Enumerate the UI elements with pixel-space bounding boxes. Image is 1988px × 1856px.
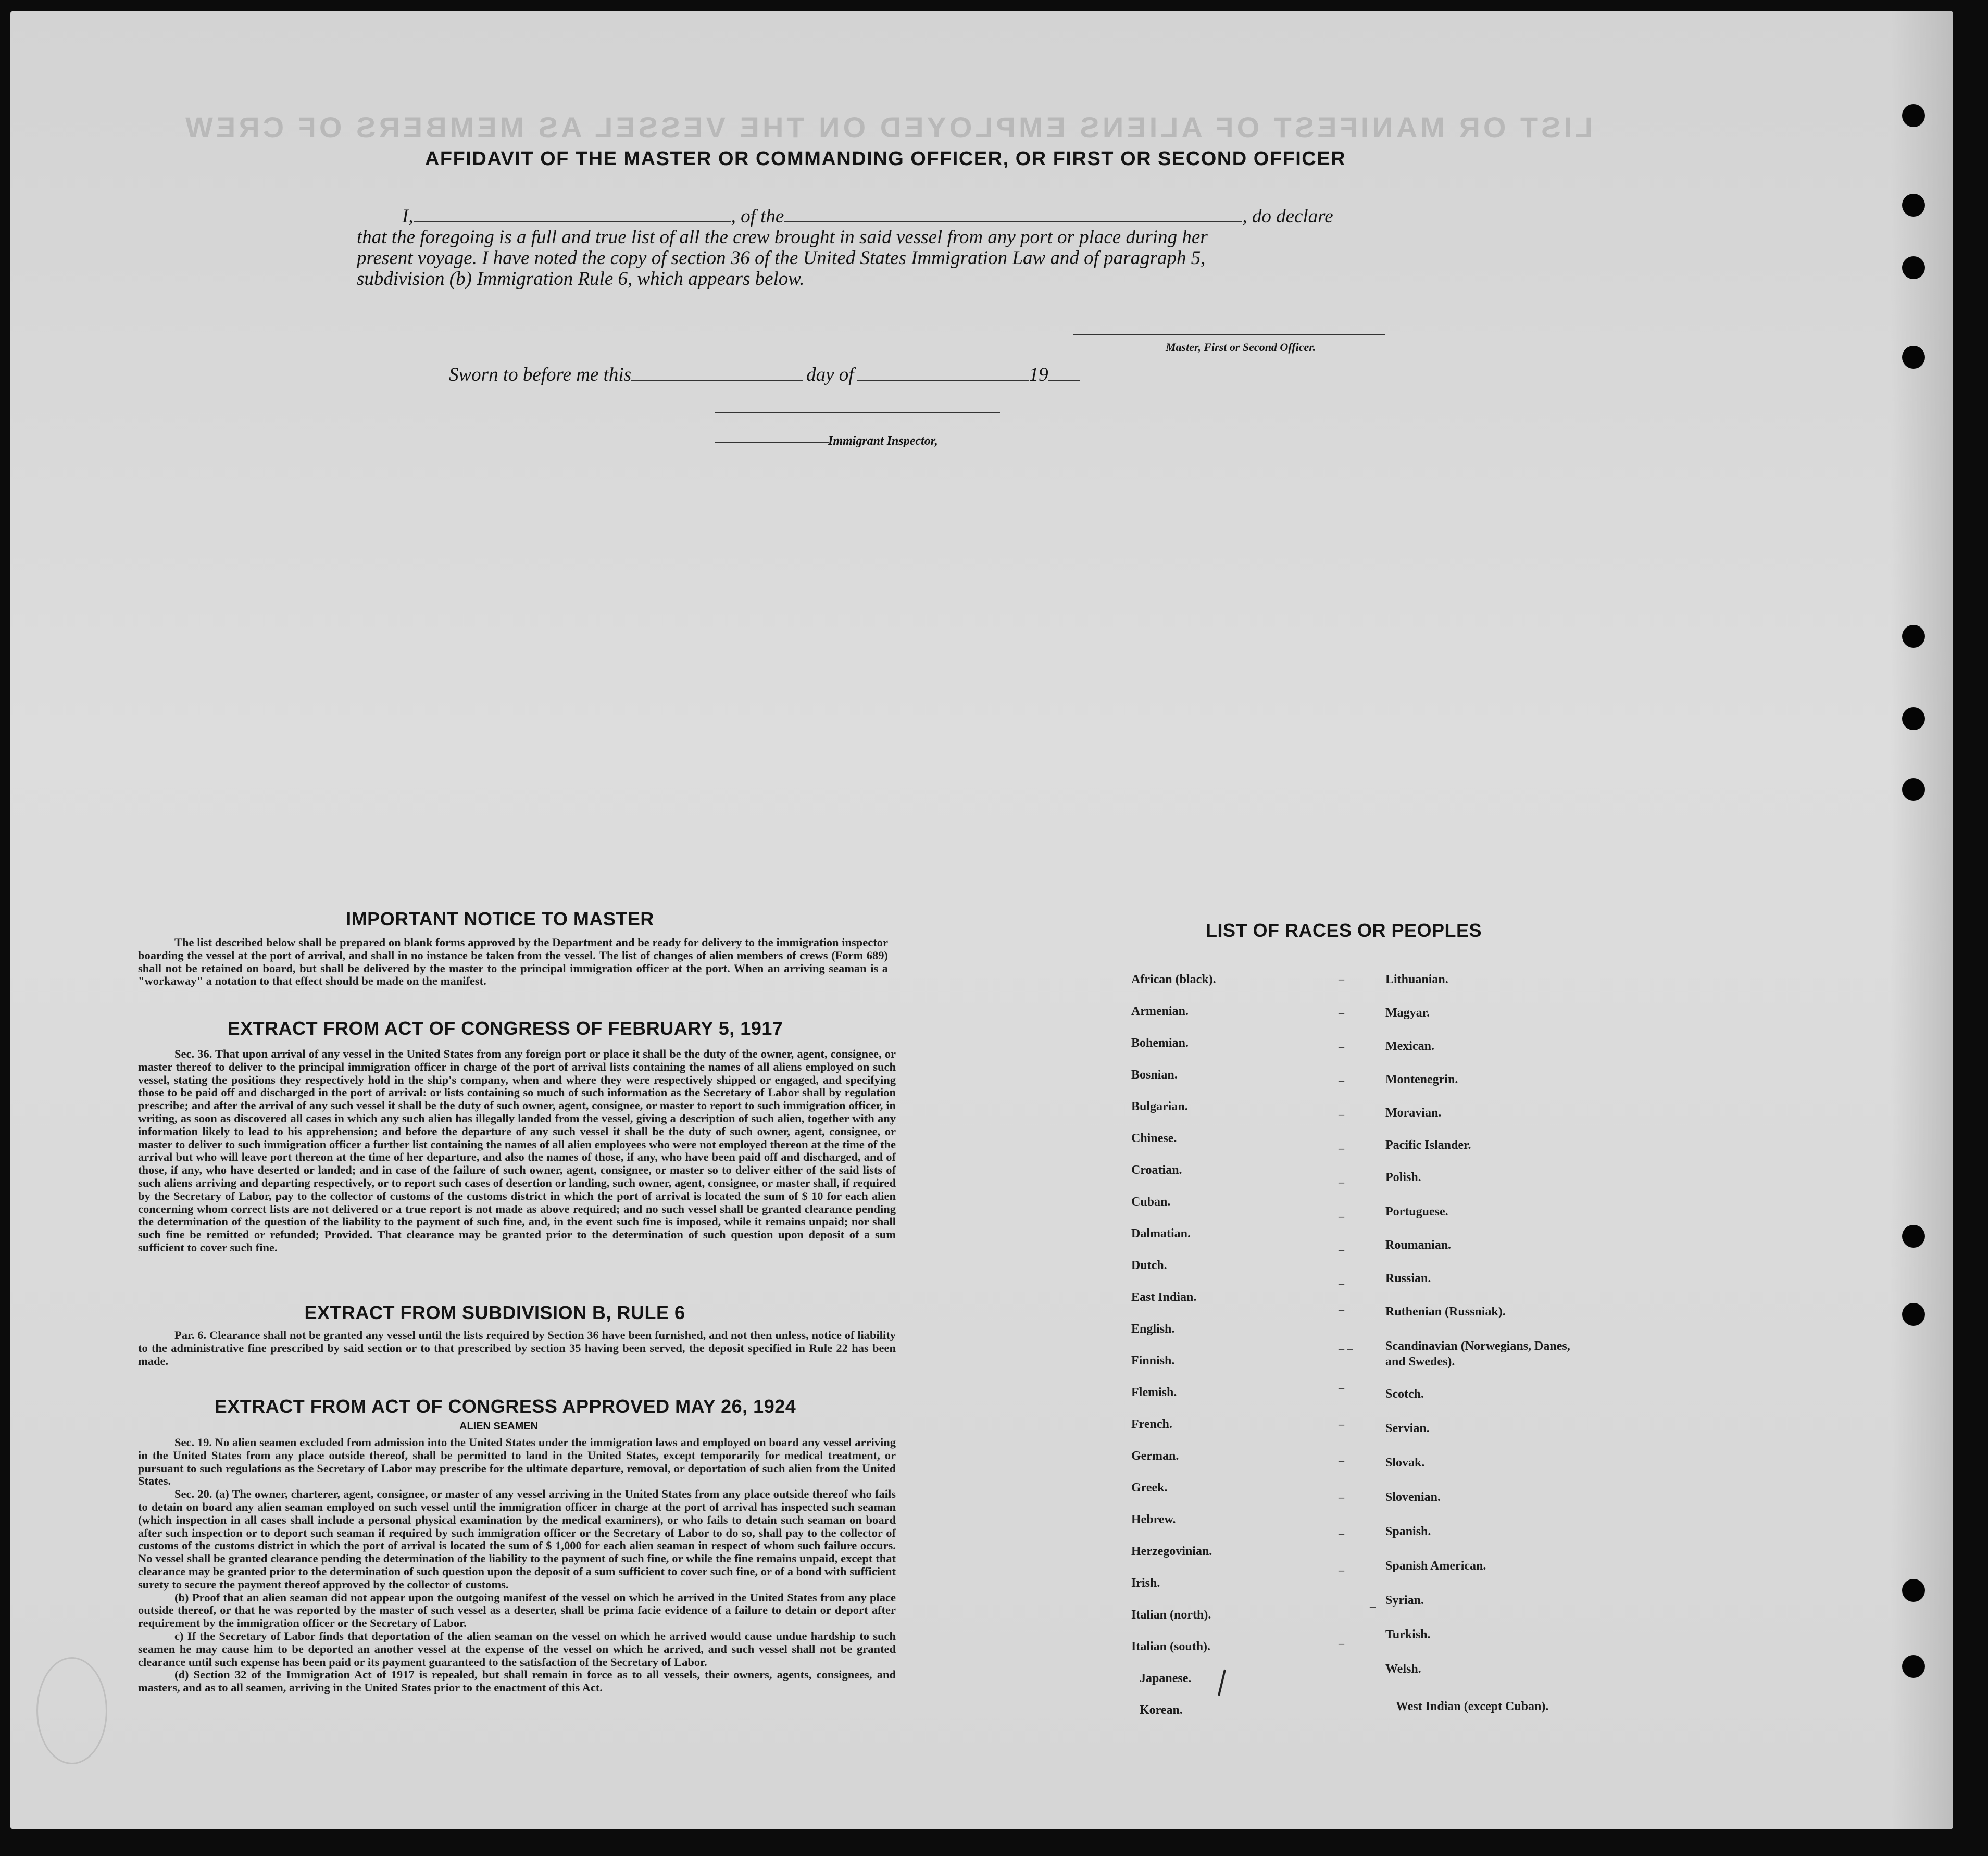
affidavit-declaration-line xyxy=(402,205,1333,228)
extract-1924-title: EXTRACT FROM ACT OF CONGRESS APPROVED MAY 26, 1924 xyxy=(214,1396,796,1417)
extract-1924-paragraph: c) If the Secretary of Labor finds that deportation of the alien seaman on the vessel on which he arrived would cause undue hardship to such seamen he may cause him to be deported an another vessel at the expense of the vessel on which he arrived, and such vessel shall not be granted clearance until such expense has been paid or its payment guaranteed to the satisfaction of the Secretary of Labor. xyxy=(138,1629,896,1669)
extract-1924-body xyxy=(138,1436,896,1695)
master-name-blank[interactable] xyxy=(414,221,731,222)
race-item: African (black). xyxy=(1131,973,1216,986)
race-item: Servian. xyxy=(1385,1422,1430,1435)
punch-hole xyxy=(1902,1303,1925,1326)
leader-dash: – xyxy=(1339,1418,1344,1431)
race-item: Spanish. xyxy=(1385,1525,1431,1538)
race-item: Magyar. xyxy=(1385,1006,1430,1020)
race-item: Flemish. xyxy=(1131,1386,1177,1399)
punch-hole xyxy=(1902,194,1925,217)
race-item: Scotch. xyxy=(1385,1387,1424,1401)
leader-dash: – xyxy=(1339,1303,1344,1316)
race-item: Italian (north). xyxy=(1131,1608,1211,1622)
master-signature-line[interactable] xyxy=(1073,334,1385,335)
leader-dash: – – xyxy=(1339,1342,1353,1355)
vessel-name-blank[interactable] xyxy=(784,221,1242,222)
extract-1924-paragraph: Sec. 20. (a) The owner, charterer, agent, consignee, or master of any vessel arriving in the United States from any place outside thereof who fails to detain on board any alien seaman employed on such vessel until the immigration officer in charge at the port of arrival has inspected such seaman (which inspection in all cases shall include a personal physical examination by the medical examiners), or who fails to detain such seaman on board after such inspection or to deport such seaman if required by such immigration officer or the Secretary of Labor to do so, shall pay to the collector of customs of the customs district in which the port of arrival is located the sum of $ 1,000 for each alien seaman in respect of whom such failure occurs. No vessel shall be granted clearance pending the determination of the liability to the payment of such fine, or while the fine remains unpaid, except that clearance may be granted prior to the determination of such question upon the deposit of a sum sufficient to cover such fine, or of a bond with sufficient surety to secure the payment thereof approved by the collector of customs. xyxy=(138,1487,896,1591)
race-item: Hebrew. xyxy=(1131,1513,1176,1526)
leader-dash: – xyxy=(1339,1563,1344,1576)
punch-hole xyxy=(1902,778,1925,801)
race-item: East Indian. xyxy=(1131,1290,1197,1304)
punch-hole xyxy=(1902,1655,1925,1678)
race-item: Greek. xyxy=(1131,1481,1168,1495)
leader-dash: – xyxy=(1339,1527,1344,1540)
race-item: Bosnian. xyxy=(1131,1068,1178,1082)
punch-hole xyxy=(1902,1579,1925,1602)
punch-hole xyxy=(1902,346,1925,369)
race-item: Turkish. xyxy=(1385,1628,1431,1641)
race-item: West Indian (except Cuban). xyxy=(1396,1700,1549,1713)
inspector-signature-line[interactable] xyxy=(715,412,1000,413)
extract-1924-subtitle: ALIEN SEAMEN xyxy=(459,1421,539,1432)
race-item: Armenian. xyxy=(1131,1005,1189,1018)
sworn-month-blank[interactable] xyxy=(857,379,1029,381)
race-item: Croatian. xyxy=(1131,1163,1182,1177)
race-item: Montenegrin. xyxy=(1385,1073,1458,1086)
sworn-day-of: day of xyxy=(806,364,854,385)
race-item: Polish. xyxy=(1385,1171,1421,1184)
affidavit-of-the: , of the xyxy=(731,206,784,227)
race-item: Spanish American. xyxy=(1385,1559,1486,1573)
leader-dash: – xyxy=(1339,1175,1344,1188)
extract-1924-paragraph: (d) Section 32 of the Immigration Act of 1917 is repealed, but shall remain in force as to all vessels, their owners, agents, consignees, and masters, and as to all seamen, arriving in the United States prior to the enactment of this Act. xyxy=(138,1668,896,1695)
race-item: Bohemian. xyxy=(1131,1036,1189,1050)
document-page xyxy=(10,11,1953,1829)
race-item: Herzegovinian. xyxy=(1131,1545,1212,1558)
leader-dash: – xyxy=(1339,1636,1344,1649)
punch-hole xyxy=(1902,256,1925,279)
race-item: Japanese. xyxy=(1140,1672,1192,1685)
race-item: Chinese. xyxy=(1131,1132,1177,1145)
race-item: Slovak. xyxy=(1385,1456,1425,1470)
race-item: Portuguese. xyxy=(1385,1205,1448,1219)
race-item: Scandinavian (Norwegians, Danes, and Swedes). xyxy=(1385,1339,1570,1369)
affidavit-line-2: that the foregoing is a full and true list of all the crew brought in said vessel from any port or place during her xyxy=(357,227,1208,248)
sworn-year-blank[interactable] xyxy=(1048,379,1080,381)
embossed-seal xyxy=(36,1657,107,1764)
race-item: German. xyxy=(1131,1449,1179,1463)
affidavit-line-3: present voyage. I have noted the copy of section 36 of the United States Immigration Law and of paragraph 5, xyxy=(357,247,1206,269)
leader-dash: – xyxy=(1339,1209,1344,1222)
race-item: Ruthenian (Russniak). xyxy=(1385,1305,1506,1319)
master-signature-label: Master, First or Second Officer. xyxy=(1166,341,1316,354)
race-item: Russian. xyxy=(1385,1272,1431,1285)
affidavit-line-4: subdivision (b) Immigration Rule 6, which appears below. xyxy=(357,268,805,290)
leader-dash: – xyxy=(1339,1243,1344,1256)
race-item: Bulgarian. xyxy=(1131,1100,1188,1113)
race-item: English. xyxy=(1131,1322,1175,1336)
notice-body: The list described below shall be prepared on blank forms approved by the Department and be ready for delivery to the immigration inspector boarding the vessel at the port of arrival, and shall in no instance be taken from the vessel. The list of changes of alien members of crews (Form 689) shall not be retained on board, but shall be delivered by the master to the principal immigration officer at the port. When an arriving seaman is a "workaway" a notation to that effect should be made on the manifest. xyxy=(138,936,888,988)
affidavit-i: I, xyxy=(402,206,414,227)
sworn-text: Sworn to before me this xyxy=(449,364,632,385)
race-item: Dutch. xyxy=(1131,1259,1167,1272)
leader-dash: – xyxy=(1339,972,1344,985)
inspector-label: Immigrant Inspector, xyxy=(828,434,938,448)
leader-dash: – xyxy=(1370,1600,1376,1613)
race-item: Slovenian. xyxy=(1385,1490,1441,1504)
race-item: Moravian. xyxy=(1385,1106,1442,1120)
race-item: Italian (south). xyxy=(1131,1640,1211,1653)
extract-rule6-title: EXTRACT FROM SUBDIVISION B, RULE 6 xyxy=(304,1302,685,1323)
leader-dash: – xyxy=(1339,1490,1344,1503)
race-item: Lithuanian. xyxy=(1385,973,1448,986)
leader-dash: – xyxy=(1339,1040,1344,1053)
race-item: Finnish. xyxy=(1131,1354,1175,1368)
punch-hole xyxy=(1902,104,1925,127)
extract-1917-title: EXTRACT FROM ACT OF CONGRESS OF FEBRUARY 5, 1917 xyxy=(227,1018,783,1039)
bleed-through-heading: LIST OR MANIFEST OF ALIENS EMPLOYED ON THE VESSEL AS MEMBERS OF CREW xyxy=(182,111,1593,144)
sworn-line xyxy=(449,363,1080,386)
leader-dash: – xyxy=(1339,1381,1344,1394)
race-item: Syrian. xyxy=(1385,1594,1424,1607)
leader-dash: – xyxy=(1339,1006,1344,1019)
extract-1917-body: Sec. 36. That upon arrival of any vessel in the United States from any foreign port or place it shall be the duty of the owner, agent, consignee, or master thereof to deliver to the principal immigration officer in charge of the port of arrival lists containing the names of all aliens employed on such vessel, stating the positions they respectively hold in the ship's company, when and where they were respectively shipped or engaged, and specifying those to be paid off and discharged in the port of arrival: or lists containing so much of such information as the Secretary of Labor shall by regulation prescribe; and after the arrival of any such vessel it shall be the duty of such owner, agent, consignee, or master to report to such immigration officer, in writing, as soon as discovered all cases in which any such alien has illegally landed from the vessel, giving a description of such alien, together with any information likely to lead to his apprehension; and before the departure of any such vessel it shall be the duty of such owner, agent, consignee, or master to deliver to such immigration officer a further list containing the names of all alien employees who were not employed thereon at the time of the arrival but who will leave port thereon at the time of her departure, and also the names of those, if any, who have been paid off and discharged, and of those, if any, who have deserted or landed; and in case of the failure of such owner, agent, consignee, or master so to deliver either of the said lists of such aliens arriving and departing respectively, or to report such cases of desertion or landing, such owner, agent, consignee, or master shall, if required by the Secretary of Labor, pay to the collector of customs of the customs district in which the port of arrival is located the sum of $ 10 for each alien concerning whom correct lists are not delivered or a true report is not made as above required; and no such vessel shall be granted clearance pending the determination of the question of the liability to the payment of such fine, and, in the event such fine is imposed, while it remains unpaid; nor shall such fine be remitted or refunded; Provided. That clearance may be granted prior to the determination of such question upon deposit of a sum sufficient to cover such fine. xyxy=(138,1047,896,1254)
sworn-day-blank[interactable] xyxy=(631,379,803,381)
leader-dash: – xyxy=(1339,1074,1344,1087)
races-title: LIST OF RACES OR PEOPLES xyxy=(1205,920,1482,941)
leader-dash: – xyxy=(1339,1108,1344,1121)
leader-dash: – xyxy=(1339,1454,1344,1467)
affidavit-do-declare: , do declare xyxy=(1242,206,1333,227)
inspector-name-line[interactable] xyxy=(715,442,829,443)
leader-dash: – xyxy=(1339,1277,1344,1290)
punch-hole xyxy=(1902,1225,1925,1248)
race-item: Mexican. xyxy=(1385,1039,1434,1053)
page-edge-shadow xyxy=(1891,11,1953,1829)
race-item: Irish. xyxy=(1131,1576,1160,1590)
affidavit-title: AFFIDAVIT OF THE MASTER OR COMMANDING OFFICER, OR FIRST OR SECOND OFFICER xyxy=(424,148,1346,170)
race-item: Korean. xyxy=(1140,1703,1183,1717)
punch-hole xyxy=(1902,707,1925,730)
race-item: Dalmatian. xyxy=(1131,1227,1191,1240)
extract-rule6-body: Par. 6. Clearance shall not be granted any vessel until the lists required by Section 36 have been furnished, and not then unless, notice of liability to the administrative fine prescribed by said section or to that prescribed by section 35 having been served, the deposit specified in Rule 22 has been made. xyxy=(138,1328,896,1368)
race-item: Pacific Islander. xyxy=(1385,1138,1471,1152)
extract-1924-paragraph: Sec. 19. No alien seamen excluded from admission into the United States under the immigration laws and employed on board any vessel arriving in the United States from any place outside thereof, shall be permitted to land in the United States, except temporarily for medical treatment, or pursuant to such regulations as the Secretary of Labor may prescribe for the ultimate departure, removal, or deportation of such alien from the United States. xyxy=(138,1436,896,1488)
race-item: Cuban. xyxy=(1131,1195,1171,1209)
leader-dash: – xyxy=(1339,1142,1344,1155)
notice-title: IMPORTANT NOTICE TO MASTER xyxy=(346,908,654,930)
punch-hole xyxy=(1902,625,1925,648)
pencil-mark-icon xyxy=(1214,1667,1229,1699)
sworn-year-prefix: 19 xyxy=(1029,364,1048,385)
race-item: Roumanian. xyxy=(1385,1238,1452,1252)
extract-1924-paragraph: (b) Proof that an alien seaman did not appear upon the outgoing manifest of the vessel on which he arrived in the United States from any place outside thereof, or that he was reported by the master of such vessel as a deserter, shall be prima facie evidence of a failure to detain or deport after requirement by the immigration officer or the Secretary of Labor. xyxy=(138,1590,896,1630)
race-item: Welsh. xyxy=(1385,1662,1421,1676)
race-item: French. xyxy=(1131,1418,1172,1431)
